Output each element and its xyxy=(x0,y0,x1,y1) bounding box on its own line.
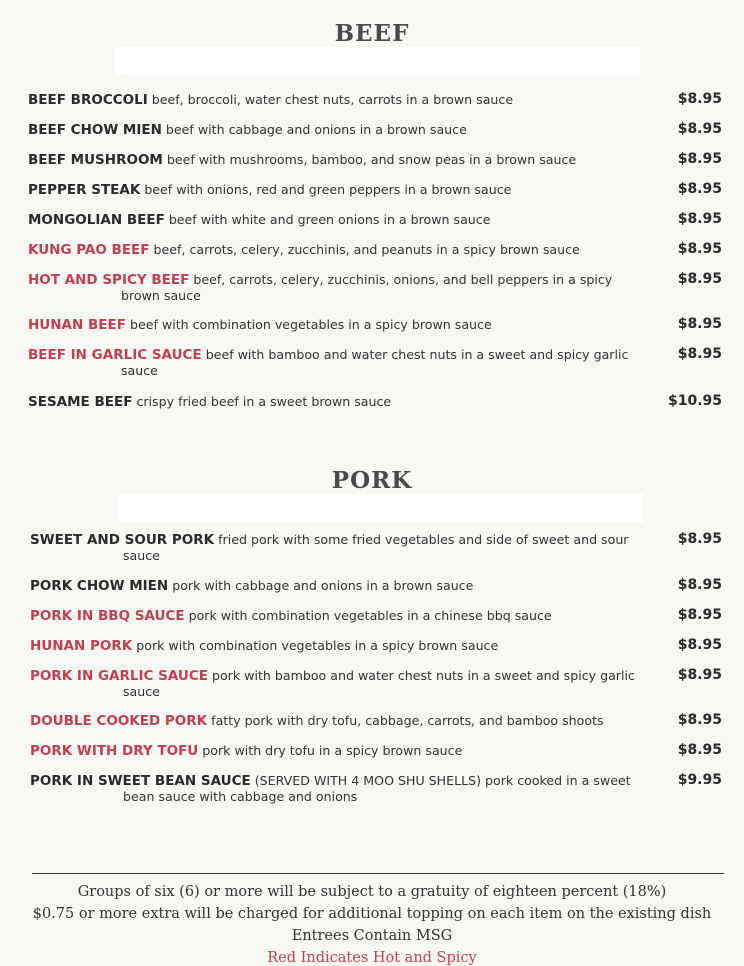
menu-item-line xyxy=(30,668,635,684)
menu-item-price: $8.95 xyxy=(677,316,722,332)
menu-item-line xyxy=(30,713,604,729)
gratuity-note: Groups of six (6) or more will be subject to a gratuity of eighteen percent (18%) xyxy=(77,884,667,900)
menu-item-name: MONGOLIAN BEEF xyxy=(28,212,165,228)
menu-item-description: beef, carrots, celery, zucchinis, and peanuts in a spicy brown sauce xyxy=(153,242,580,257)
menu-item-description: pork with bamboo and water chest nuts in a sweet and spicy garlic xyxy=(211,668,635,683)
menu-item-name: BEEF CHOW MIEN xyxy=(28,122,162,138)
menu-item-line xyxy=(28,92,513,108)
menu-item-description: beef, broccoli, water chest nuts, carrots in a brown sauce xyxy=(151,92,514,107)
menu-item-price: $8.95 xyxy=(677,577,722,593)
menu-item-price: $8.95 xyxy=(677,271,722,287)
menu-item-description: crispy fried beef in a sweet brown sauce xyxy=(136,394,392,409)
menu-item-price: $8.95 xyxy=(677,607,722,623)
menu-item-description: pork with combination vegetables in a chinese bbq sauce xyxy=(188,608,552,623)
menu-item-description: fried pork with some fried vegetables and side of sweet and sour xyxy=(218,532,629,547)
spicy-legend: Red Indicates Hot and Spicy xyxy=(267,950,477,966)
menu-item-description-cont: sauce xyxy=(123,684,160,699)
menu-item-line xyxy=(28,317,492,333)
menu-item-price: $8.95 xyxy=(677,346,722,362)
menu-item-price: $8.95 xyxy=(677,91,722,107)
menu-item-description: pork with combination vegetables in a spicy brown sauce xyxy=(136,638,499,653)
menu-item-line xyxy=(28,212,490,228)
menu-item-line xyxy=(30,578,473,594)
menu-item-line xyxy=(28,152,576,168)
menu-item-description: beef with mushrooms, bamboo, and snow peas in a brown sauce xyxy=(166,152,577,167)
menu-item-line xyxy=(28,394,391,410)
menu-item-description: beef with cabbage and onions in a brown sauce xyxy=(165,122,467,137)
menu-item-line xyxy=(28,122,467,138)
menu-item-line xyxy=(30,743,462,759)
menu-item-price: $8.95 xyxy=(677,667,722,683)
menu-item-description: pork with dry tofu in a spicy brown sauce xyxy=(202,743,463,758)
menu-item-name: SWEET AND SOUR PORK xyxy=(30,532,215,548)
menu-item-name: HUNAN PORK xyxy=(30,638,133,654)
menu-item-description-cont: brown sauce xyxy=(121,288,201,303)
menu-item-name: KUNG PAO BEEF xyxy=(28,242,150,258)
menu-item-name: PORK CHOW MIEN xyxy=(30,578,169,594)
menu-item-price: $8.95 xyxy=(677,637,722,653)
redacted-band xyxy=(115,47,640,75)
menu-item-price: $9.95 xyxy=(677,772,722,788)
footer-divider xyxy=(32,873,724,874)
menu-item-line xyxy=(30,532,629,548)
menu-item-price: $8.95 xyxy=(677,151,722,167)
menu-item-price: $8.95 xyxy=(677,121,722,137)
menu-item-name: PORK WITH DRY TOFU xyxy=(30,743,199,759)
beef-section-title: BEEF xyxy=(334,20,410,47)
menu-item-description: beef with white and green onions in a brown sauce xyxy=(168,212,491,227)
menu-item-description: beef with onions, red and green peppers in a brown sauce xyxy=(144,182,512,197)
menu-item-price: $8.95 xyxy=(677,211,722,227)
menu-item-description-cont: sauce xyxy=(123,548,160,563)
menu-item-name: PORK IN SWEET BEAN SAUCE xyxy=(30,773,251,789)
menu-item-name: BEEF MUSHROOM xyxy=(28,152,163,168)
menu-item-price: $8.95 xyxy=(677,241,722,257)
menu-item-line xyxy=(28,242,580,258)
menu-item-name: BEEF IN GARLIC SAUCE xyxy=(28,347,202,363)
menu-item-line xyxy=(28,272,612,288)
menu-item-description: pork with cabbage and onions in a brown sauce xyxy=(172,578,474,593)
topping-note: $0.75 or more extra will be charged for additional topping on each item on the existing dish xyxy=(32,906,712,922)
menu-item-name: HUNAN BEEF xyxy=(28,317,126,333)
menu-item-name: HOT AND SPICY BEEF xyxy=(28,272,190,288)
menu-item-line xyxy=(30,638,498,654)
menu-item-description-cont: sauce xyxy=(121,363,158,378)
menu-item-line xyxy=(28,182,511,198)
pork-section-title: PORK xyxy=(331,467,413,494)
menu-item-description: fatty pork with dry tofu, cabbage, carrots, and bamboo shoots xyxy=(211,713,604,728)
menu-item-description: beef with bamboo and water chest nuts in a sweet and spicy garlic xyxy=(205,347,629,362)
menu-item-description: (SERVED WITH 4 MOO SHU SHELLS) pork cooked in a sweet xyxy=(254,773,631,788)
menu-item-line xyxy=(30,773,631,789)
menu-item-line xyxy=(28,347,628,363)
menu-item-price: $8.95 xyxy=(677,531,722,547)
menu-item-name: PORK IN GARLIC SAUCE xyxy=(30,668,208,684)
menu-item-description-cont: bean sauce with cabbage and onions xyxy=(123,789,358,804)
menu-item-price: $8.95 xyxy=(677,742,722,758)
menu-item-name: DOUBLE COOKED PORK xyxy=(30,713,208,729)
menu-item-description: beef, carrots, celery, zucchinis, onions, and bell peppers in a spicy xyxy=(193,272,613,287)
msg-note: Entrees Contain MSG xyxy=(291,928,453,944)
menu-item-line xyxy=(30,608,552,624)
menu-item-name: BEEF BROCCOLI xyxy=(28,92,148,108)
menu-item-name: PEPPER STEAK xyxy=(28,182,141,198)
menu-item-name: SESAME BEEF xyxy=(28,394,133,410)
redacted-band xyxy=(118,494,643,522)
menu-item-price: $8.95 xyxy=(677,181,722,197)
menu-item-description: beef with combination vegetables in a spicy brown sauce xyxy=(129,317,492,332)
menu-item-name: PORK IN BBQ SAUCE xyxy=(30,608,185,624)
menu-item-price: $8.95 xyxy=(677,712,722,728)
menu-item-price: $10.95 xyxy=(667,393,722,409)
